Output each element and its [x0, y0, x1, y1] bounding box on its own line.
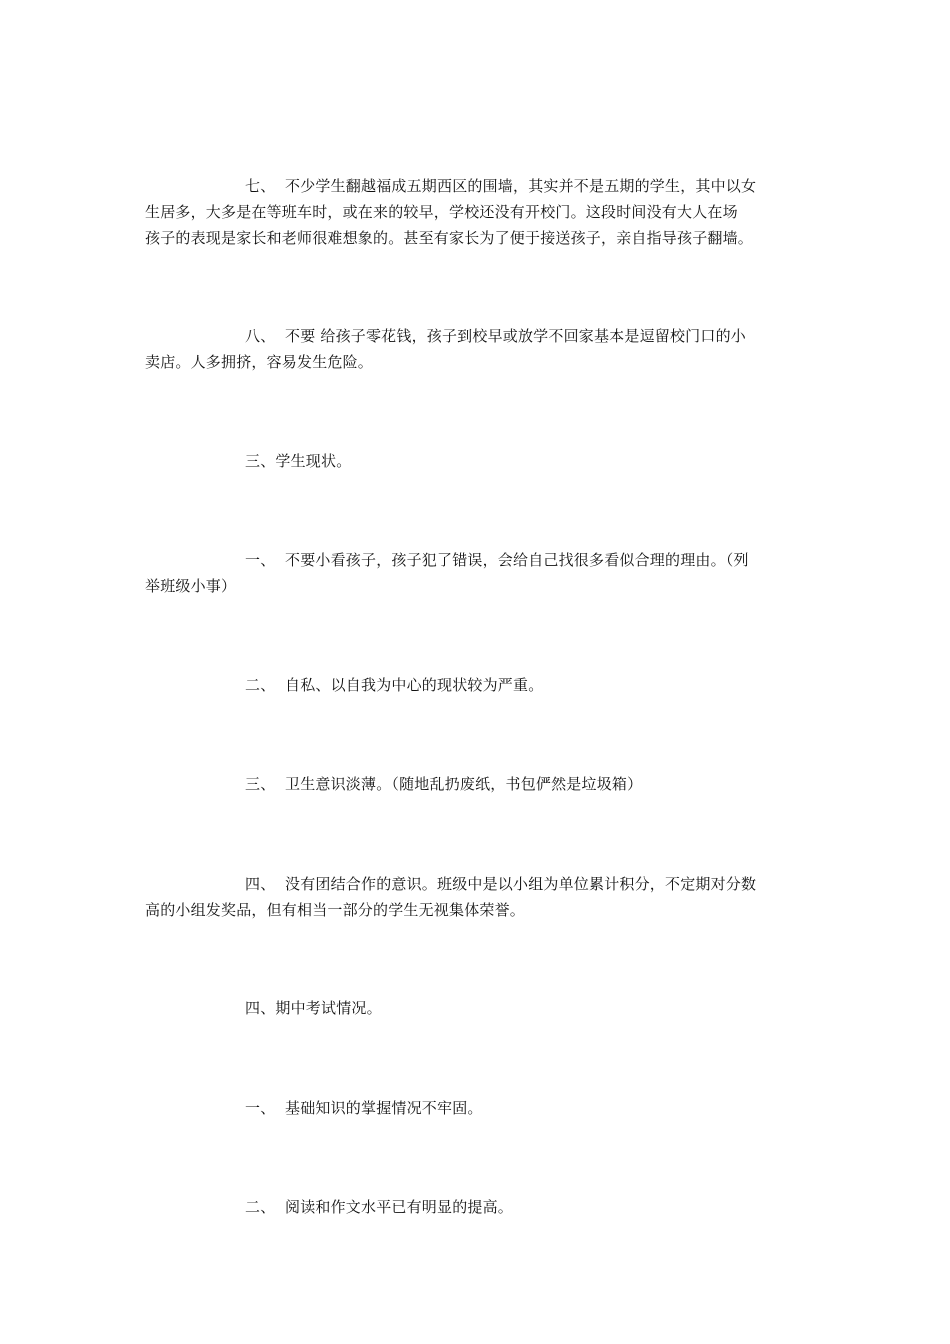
paragraph-status-one: [145, 547, 810, 599]
paragraph-line: [145, 547, 810, 573]
paragraph-text: 不要 给孩子零花钱，孩子到校早或放学不回家基本是逗留校门口的小: [285, 327, 746, 345]
paragraph-line: 卖店。人多拥挤，容易发生危险。: [145, 353, 374, 371]
item-number: 三、: [245, 775, 276, 793]
paragraph-seven: [145, 173, 810, 251]
paragraph-text: 没有团结合作的意识。班级中是以小组为单位累计积分，不定期对分数: [285, 875, 757, 893]
paragraph-line: [145, 871, 810, 897]
section-heading-text: 四、期中考试情况。: [245, 999, 382, 1017]
paragraph-text: 不要小看孩子，孩子犯了错误，会给自己找很多看似合理的理由。（列: [285, 551, 749, 569]
paragraph-line: 举班级小事）: [145, 577, 237, 595]
paragraph-text: 阅读和作文水平已有明显的提高。: [285, 1198, 514, 1216]
item-number: 二、: [245, 676, 276, 694]
section-heading-text: 三、学生现状。: [245, 452, 352, 470]
paragraph-status-two: [145, 672, 810, 698]
section-heading-student-status: [145, 448, 810, 474]
item-number: 七、: [245, 177, 276, 195]
paragraph-line: 生居多，大多是在等班车时，或在来的较早，学校还没有开校门。这段时间没有大人在场: [145, 203, 738, 221]
paragraph-text: 基础知识的掌握情况不牢固。: [285, 1099, 483, 1117]
paragraph-status-three: [145, 771, 810, 797]
item-number: 八、: [245, 327, 276, 345]
paragraph-line: [145, 771, 810, 797]
item-number: 二、: [245, 1198, 276, 1216]
paragraph-eight: [145, 323, 810, 375]
item-number: 四、: [245, 875, 276, 893]
paragraph-line: [145, 1095, 810, 1121]
item-number: 一、: [245, 551, 276, 569]
paragraph-line: 孩子的表现是家长和老师很难想象的。甚至有家长为了便于接送孩子，亲自指导孩子翻墙。: [145, 229, 754, 247]
paragraph-midterm-one: [145, 1095, 810, 1121]
paragraph-status-four: [145, 871, 810, 923]
paragraph-text: 卫生意识淡薄。（随地乱扔废纸，书包俨然是垃圾箱）: [285, 775, 643, 793]
paragraph-line: [145, 1194, 810, 1220]
paragraph-line: [145, 995, 810, 1021]
paragraph-line: [145, 323, 810, 349]
paragraph-line: [145, 672, 810, 698]
paragraph-line: [145, 448, 810, 474]
item-number: 一、: [245, 1099, 276, 1117]
paragraph-line: [145, 173, 810, 199]
paragraph-line: 高的小组发奖品，但有相当一部分的学生无视集体荣誉。: [145, 901, 526, 919]
paragraph-midterm-two: [145, 1194, 810, 1220]
section-heading-midterm: [145, 995, 810, 1021]
paragraph-text: 自私、以自我为中心的现状较为严重。: [285, 676, 544, 694]
paragraph-text: 不少学生翻越福成五期西区的围墙，其实并不是五期的学生，其中以女: [285, 177, 757, 195]
